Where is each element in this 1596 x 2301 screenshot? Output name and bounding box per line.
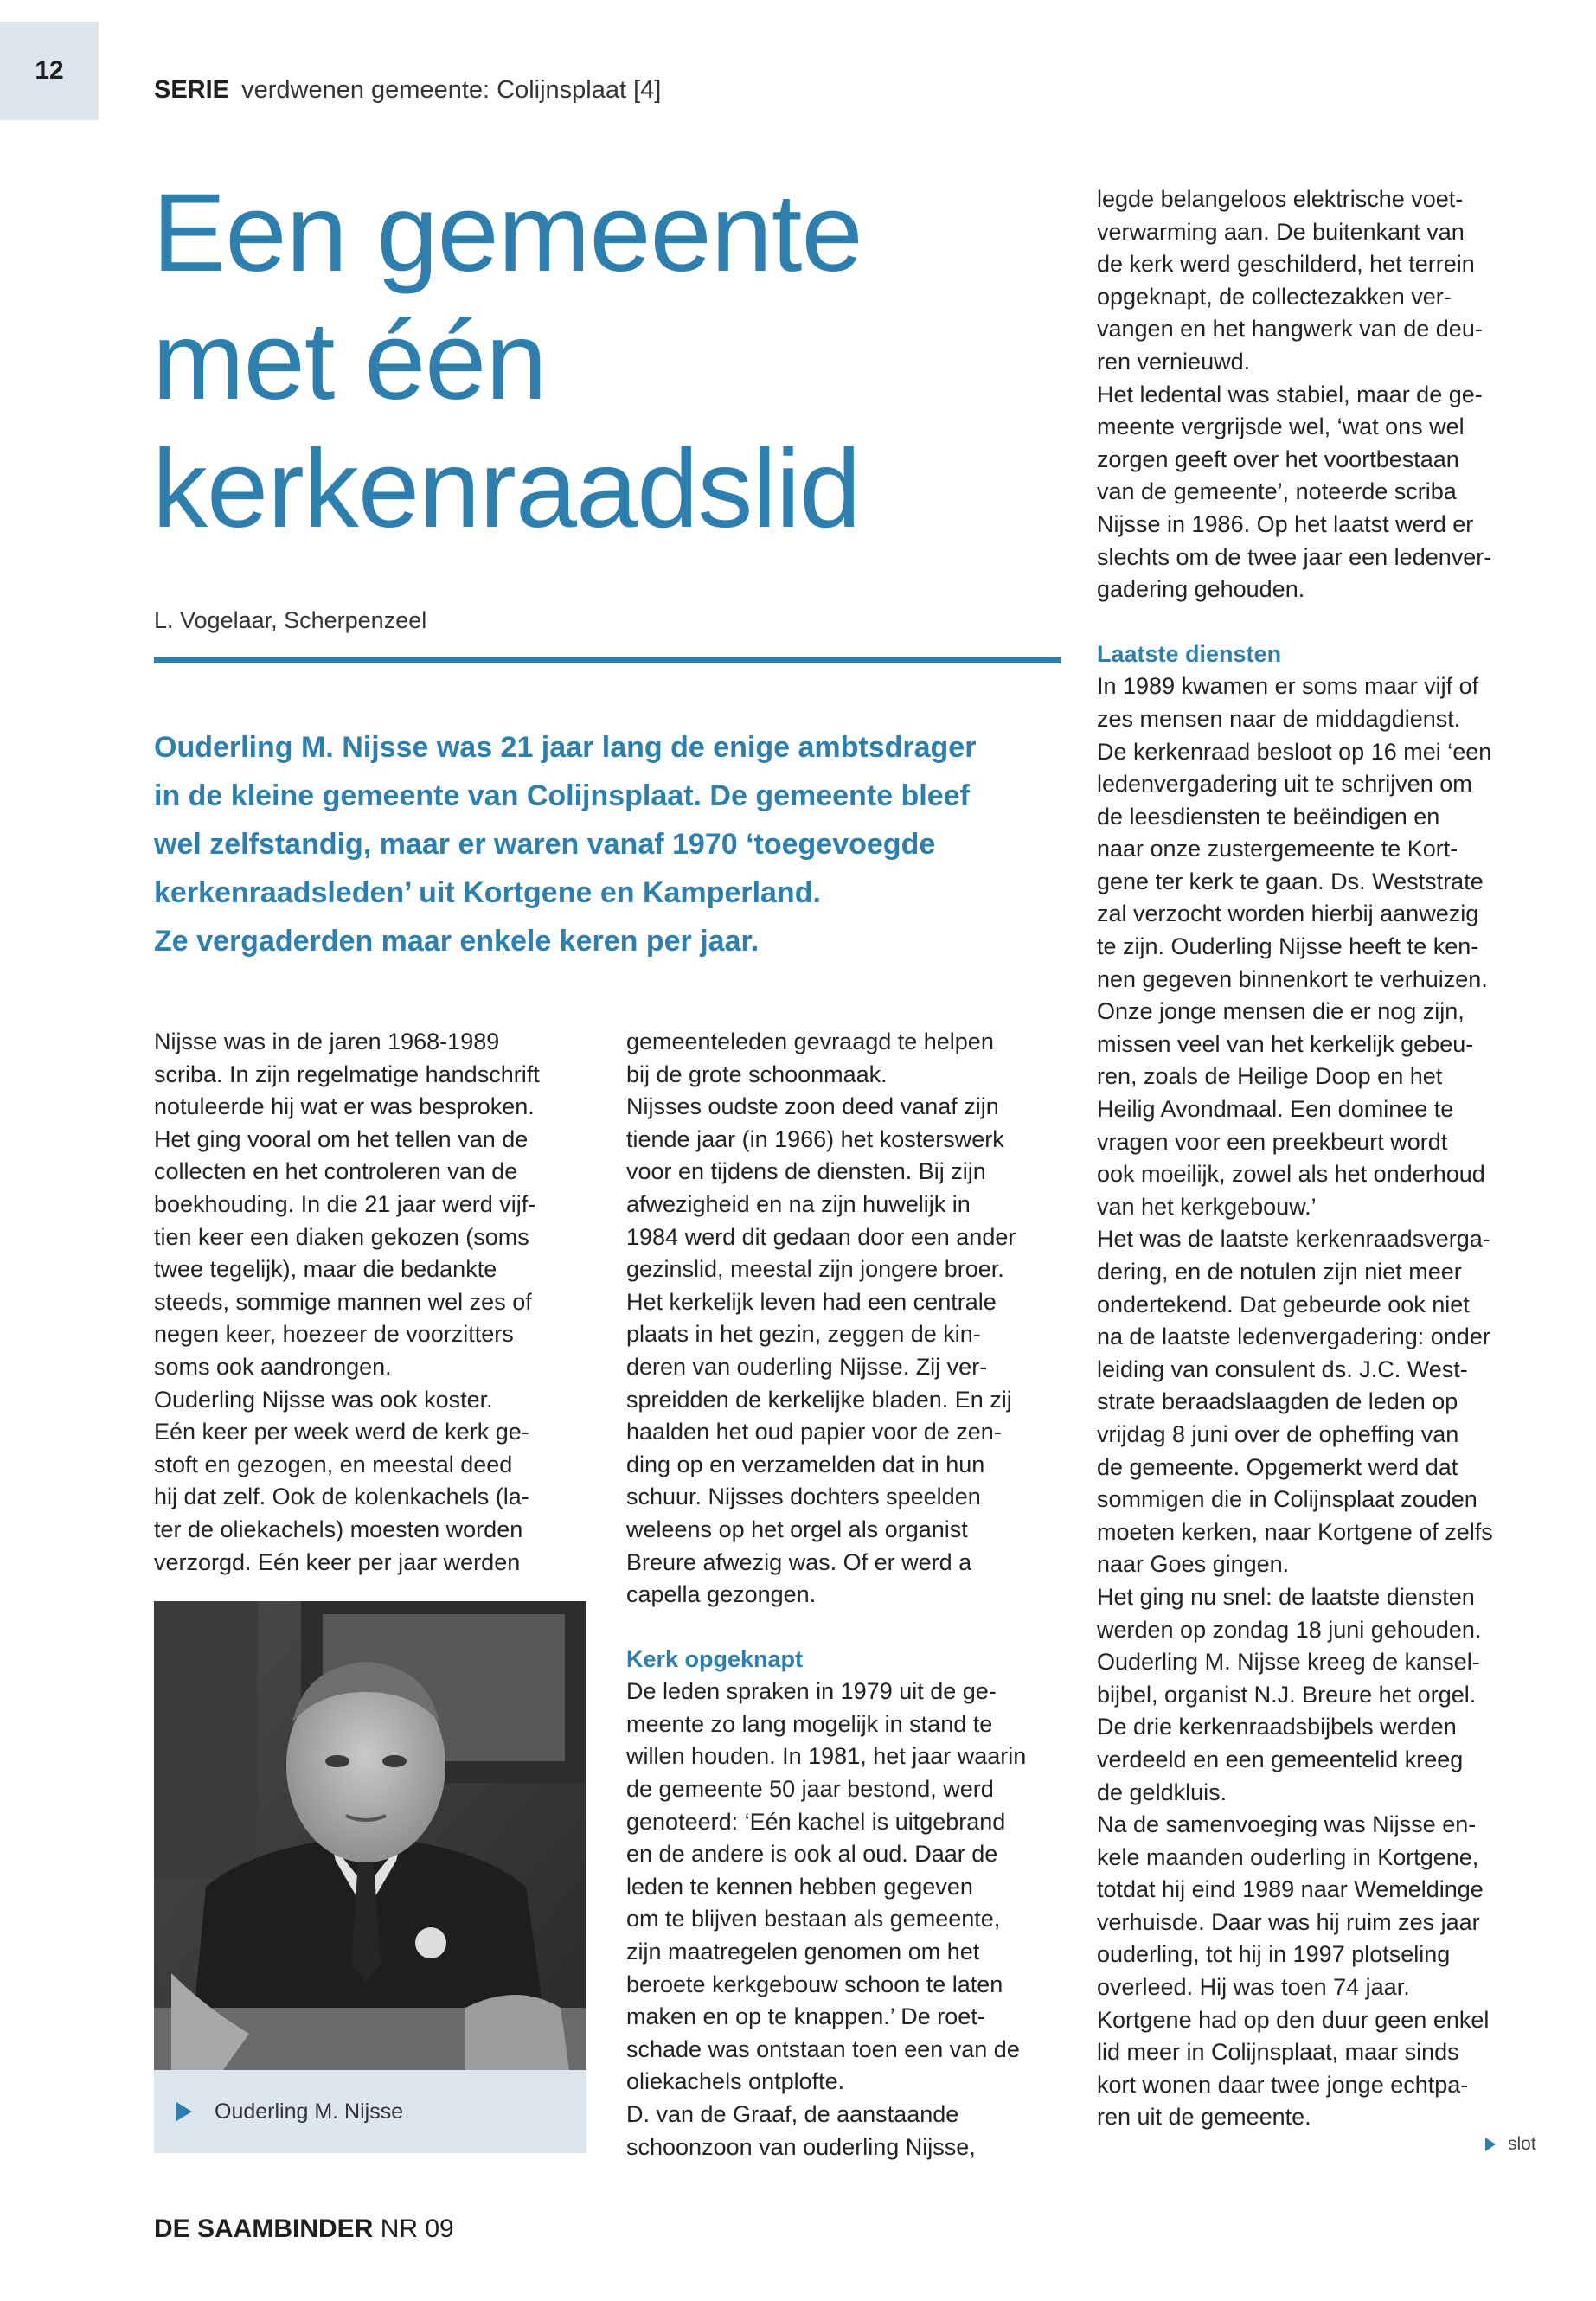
photo-caption — [154, 2070, 586, 2153]
text-column-2 — [626, 1026, 1059, 2163]
text-line: schoonzoon van ouderling Nijsse, — [626, 2133, 976, 2160]
text-line: Het was de laatste kerkenraadsverga- — [1097, 1226, 1490, 1253]
text-line: schade was ontstaan toen een van de — [626, 2035, 1020, 2062]
text-line: Ouderling M. Nijsse was 21 jaar lang de enige ambtsdrager — [154, 731, 977, 764]
text-line: Ze vergaderden maar enkele keren per jaar. — [154, 925, 760, 958]
text-line: zijn maatregelen genomen om het — [626, 1939, 980, 1965]
subheading: Kerk opgeknapt — [626, 1645, 804, 1672]
text-line: gadering gehouden. — [1097, 576, 1305, 603]
text-line: in de kleine gemeente van Colijnsplaat. De gemeente bleef — [154, 779, 970, 812]
text-line: leiding van consulent ds. J.C. West- — [1097, 1356, 1468, 1382]
text-line: zorgen geeft over het voortbestaan — [1097, 445, 1459, 472]
text-line: vrijdag 8 juni over de opheffing van — [1097, 1420, 1459, 1447]
text-line: Nijsse in 1986. Op het laatst werd er — [1097, 510, 1474, 537]
text-line: de gemeente 50 jaar bestond, werd — [626, 1776, 994, 1803]
page-number: 12 — [0, 22, 99, 120]
text-line: boekhouding. In die 21 jaar werd vijf- — [154, 1190, 536, 1217]
end-marker — [1485, 2134, 1536, 2155]
text-line: Nijsses oudste zoon deed vanaf zijn — [626, 1093, 999, 1120]
text-line: twee tegelijk), maar die bedankte — [154, 1256, 497, 1283]
end-marker-text: slot — [1508, 2134, 1536, 2154]
text-line: bij de grote schoonmaak. — [626, 1061, 888, 1087]
text-line: ondertekend. Dat gebeurde ook niet — [1097, 1291, 1470, 1317]
text-line: maken en op te knappen.’ De roet- — [626, 2003, 985, 2030]
text-line: van het kerkgebouw.’ — [1097, 1193, 1317, 1220]
text-line: deren van ouderling Nijsse. Zij ver- — [626, 1353, 988, 1380]
text-line: vragen voor een preekbeurt wordt — [1097, 1128, 1448, 1155]
text-line: om te blijven bestaan als gemeente, — [626, 1906, 1001, 1932]
text-line: Onze jonge mensen die er nog zijn, — [1097, 998, 1465, 1025]
text-column-1 — [154, 1026, 578, 1579]
text-line: In 1989 kwamen er soms maar vijf of — [1097, 673, 1479, 700]
text-line: weleens op het orgel als organist — [626, 1516, 968, 1542]
series-label: SERIE — [154, 76, 230, 104]
text-line: sommigen die in Colijnsplaat zouden — [1097, 1486, 1477, 1513]
text-line: tiende jaar (in 1966) het kosterswerk — [626, 1125, 1004, 1152]
text-line: ter de oliekachels) moesten worden — [154, 1516, 523, 1542]
text-line: wel zelfstandig, maar er waren vanaf 1970 ‘toegevoegde — [154, 828, 936, 861]
text-line: ren vernieuwd. — [1097, 348, 1251, 375]
text-line: Na de samenvoeging was Nijsse en- — [1097, 1811, 1477, 1838]
text-line: gene ter kerk te gaan. Ds. Weststrate — [1097, 868, 1484, 894]
text-column-3 — [1097, 183, 1547, 2134]
text-line: De kerkenraad besloot op 16 mei ‘een — [1097, 738, 1492, 765]
text-line: dering, en de notulen zijn niet meer — [1097, 1259, 1462, 1285]
text-line: Het kerkelijk leven had een centrale — [626, 1288, 997, 1315]
text-line: capella gezongen. — [626, 1581, 817, 1608]
text-line: Nijsse was in de jaren 1968-1989 — [154, 1029, 500, 1054]
text-line: notuleerde hij wat er was besproken. — [154, 1093, 535, 1120]
text-line: gemeenteleden gevraagd te helpen — [626, 1029, 994, 1054]
text-line: beroete kerkgebouw schoon te laten — [626, 1971, 1003, 1997]
text-line: totdat hij eind 1989 naar Wemeldinge — [1097, 1876, 1484, 1903]
text-line: en de andere is ook al oud. Daar de — [626, 1841, 998, 1868]
text-line: kele maanden ouderling in Kortgene, — [1097, 1843, 1479, 1870]
article-title — [152, 170, 1052, 554]
series-header — [154, 76, 661, 105]
paragraph-gap — [626, 1612, 1059, 1644]
text-line: ook moeilijk, zowel als het onderhoud — [1097, 1161, 1485, 1188]
text-line: opgeknapt, de collectezakken ver- — [1097, 283, 1452, 310]
text-line: slechts om de twee jaar een ledenver- — [1097, 543, 1492, 570]
text-line: naar Goes gingen. — [1097, 1551, 1290, 1578]
article-author: L. Vogelaar, Scherpenzeel — [154, 607, 427, 633]
text-line: De leden spraken in 1979 uit de ge- — [626, 1678, 997, 1705]
text-line: De drie kerkenraadsbijbels werden — [1097, 1714, 1457, 1740]
text-line: stoft en gezogen, en meestal deed — [154, 1451, 513, 1477]
text-line: de leesdiensten te beëindigen en — [1097, 803, 1440, 830]
text-line: Heilig Avondmaal. Een dominee te — [1097, 1096, 1454, 1123]
text-line: strate beraadslaagden de leden op — [1097, 1388, 1458, 1415]
text-line: Breure afwezig was. Of er werd a — [626, 1548, 972, 1575]
title-divider — [154, 657, 1061, 663]
text-line: afwezigheid en na zijn huwelijk in — [626, 1190, 971, 1217]
text-line: lid meer in Colijnsplaat, maar sinds — [1097, 2039, 1459, 2066]
text-line: legde belangeloos elektrische voet- — [1097, 186, 1464, 212]
text-line: negen keer, hoezeer de voorzitters — [154, 1321, 514, 1348]
text-line: ouderling, tot hij in 1997 plotseling — [1097, 1941, 1451, 1968]
text-line: van de gemeente’, noteerde scriba — [1097, 478, 1457, 505]
text-line: Het ging vooral om het tellen van de — [154, 1125, 529, 1152]
title-line: Een gemeente — [152, 171, 862, 295]
text-line: te zijn. Ouderling Nijsse heeft te ken- — [1097, 933, 1479, 960]
text-line: verdeeld en een gemeentelid kreeg — [1097, 1746, 1464, 1772]
text-line: Kortgene had op den duur geen enkel — [1097, 2006, 1490, 2033]
article-intro — [154, 723, 1062, 965]
text-line: ledenvergadering uit te schrijven om — [1097, 771, 1472, 798]
caption-arrow-icon — [176, 2102, 192, 2121]
text-line: oliekachels ontplofte. — [626, 2068, 845, 2095]
text-line: de kerk werd geschilderd, het terrein — [1097, 251, 1475, 278]
text-line: steeds, sommige mannen wel zes of — [154, 1288, 532, 1315]
end-arrow-icon — [1485, 2138, 1496, 2151]
text-line: ding op en verzamelden dat in hun — [626, 1451, 985, 1477]
text-line: overleed. Hij was toen 74 jaar. — [1097, 1974, 1410, 2001]
title-line: met één — [152, 299, 547, 423]
text-line: kort wonen daar twee jonge echtpa- — [1097, 2071, 1469, 2098]
text-line: Ouderling Nijsse was ook koster. — [154, 1386, 493, 1413]
text-line: vangen en het hangwerk van de deu- — [1097, 316, 1483, 343]
text-line: genoteerd: ‘Eén kachel is uitgebrand — [626, 1808, 1006, 1835]
text-line: hij dat zelf. Ook de kolenkachels (la- — [154, 1484, 529, 1510]
title-line: kerkenraadslid — [152, 427, 861, 551]
portrait-photo — [154, 1601, 586, 2070]
text-line: naar onze zustergemeente te Kort- — [1097, 836, 1458, 862]
publication-name: DE SAAMBINDER — [154, 2214, 374, 2243]
text-line: soms ook aandrongen. — [154, 1353, 392, 1380]
text-line: collecten en het controleren van de — [154, 1158, 518, 1185]
text-line: ren uit de gemeente. — [1097, 2104, 1311, 2131]
text-line: Ouderling M. Nijsse kreeg de kansel- — [1097, 1649, 1480, 1676]
text-line: werden op zondag 18 juni gehouden. — [1097, 1616, 1482, 1643]
text-line: verwarming aan. De buitenkant van — [1097, 218, 1465, 245]
text-line: zes mensen naar de middagdienst. — [1097, 705, 1461, 732]
text-line: moeten kerken, naar Kortgene of zelfs — [1097, 1518, 1493, 1545]
text-line: schuur. Nijsses dochters speelden — [626, 1484, 981, 1510]
text-line: meente zo lang mogelijk in stand te — [626, 1710, 993, 1737]
text-line: 1984 werd dit gedaan door een ander — [626, 1223, 1016, 1250]
text-line: de geldkluis. — [1097, 1779, 1227, 1805]
text-line: scriba. In zijn regelmatige handschrift — [154, 1061, 540, 1087]
text-line: Het ging nu snel: de laatste diensten — [1097, 1583, 1475, 1610]
text-line: missen veel van het kerkelijk gebeu- — [1097, 1030, 1474, 1057]
text-line: haalden het oud papier voor de zen- — [626, 1419, 1002, 1445]
text-line: zal verzocht worden hierbij aanwezig — [1097, 901, 1479, 927]
text-line: verzorgd. Eén keer per jaar werden — [154, 1548, 521, 1575]
text-line: bijbel, organist N.J. Breure het orgel. — [1097, 1681, 1477, 1708]
text-line: kerkenraadsleden’ uit Kortgene en Kamperland. — [154, 876, 821, 909]
text-line: nen gegeven binnenkort te verhuizen. — [1097, 965, 1488, 992]
footer — [154, 2214, 454, 2244]
text-line: D. van de Graaf, de aanstaande — [626, 2101, 959, 2127]
subheading: Laatste diensten — [1097, 640, 1282, 667]
text-line: willen houden. In 1981, het jaar waarin — [626, 1743, 1027, 1770]
text-line: spreidden de kerkelijke bladen. En zij — [626, 1386, 1012, 1413]
portrait-image — [154, 1601, 586, 2070]
text-line: plaats in het gezin, zeggen de kin- — [626, 1321, 981, 1348]
issue-number: NR 09 — [380, 2214, 454, 2243]
text-line: na de laatste ledenvergadering: onder — [1097, 1324, 1490, 1350]
text-line: gezinslid, meestal zijn jongere broer. — [626, 1256, 1004, 1283]
text-line: tien keer een diaken gekozen (soms — [154, 1223, 529, 1250]
text-line: Eén keer per week werd de kerk ge- — [154, 1419, 529, 1445]
text-line: meente vergrijsde wel, ‘wat ons wel — [1097, 413, 1465, 440]
series-title: verdwenen gemeente: Colijnsplaat [4] — [241, 76, 662, 104]
caption-text: Ouderling M. Nijsse — [215, 2099, 404, 2124]
text-line: verhuisde. Daar was hij ruim zes jaar — [1097, 1908, 1480, 1935]
text-line: de gemeente. Opgemerkt werd dat — [1097, 1453, 1458, 1480]
text-line: Het ledental was stabiel, maar de ge- — [1097, 381, 1483, 407]
text-line: voor en tijdens de diensten. Bij zijn — [626, 1158, 986, 1185]
text-line: ren, zoals de Heilige Doop en het — [1097, 1063, 1443, 1090]
text-line: leden te kennen hebben gegeven — [626, 1873, 973, 1900]
paragraph-gap — [1097, 606, 1547, 638]
